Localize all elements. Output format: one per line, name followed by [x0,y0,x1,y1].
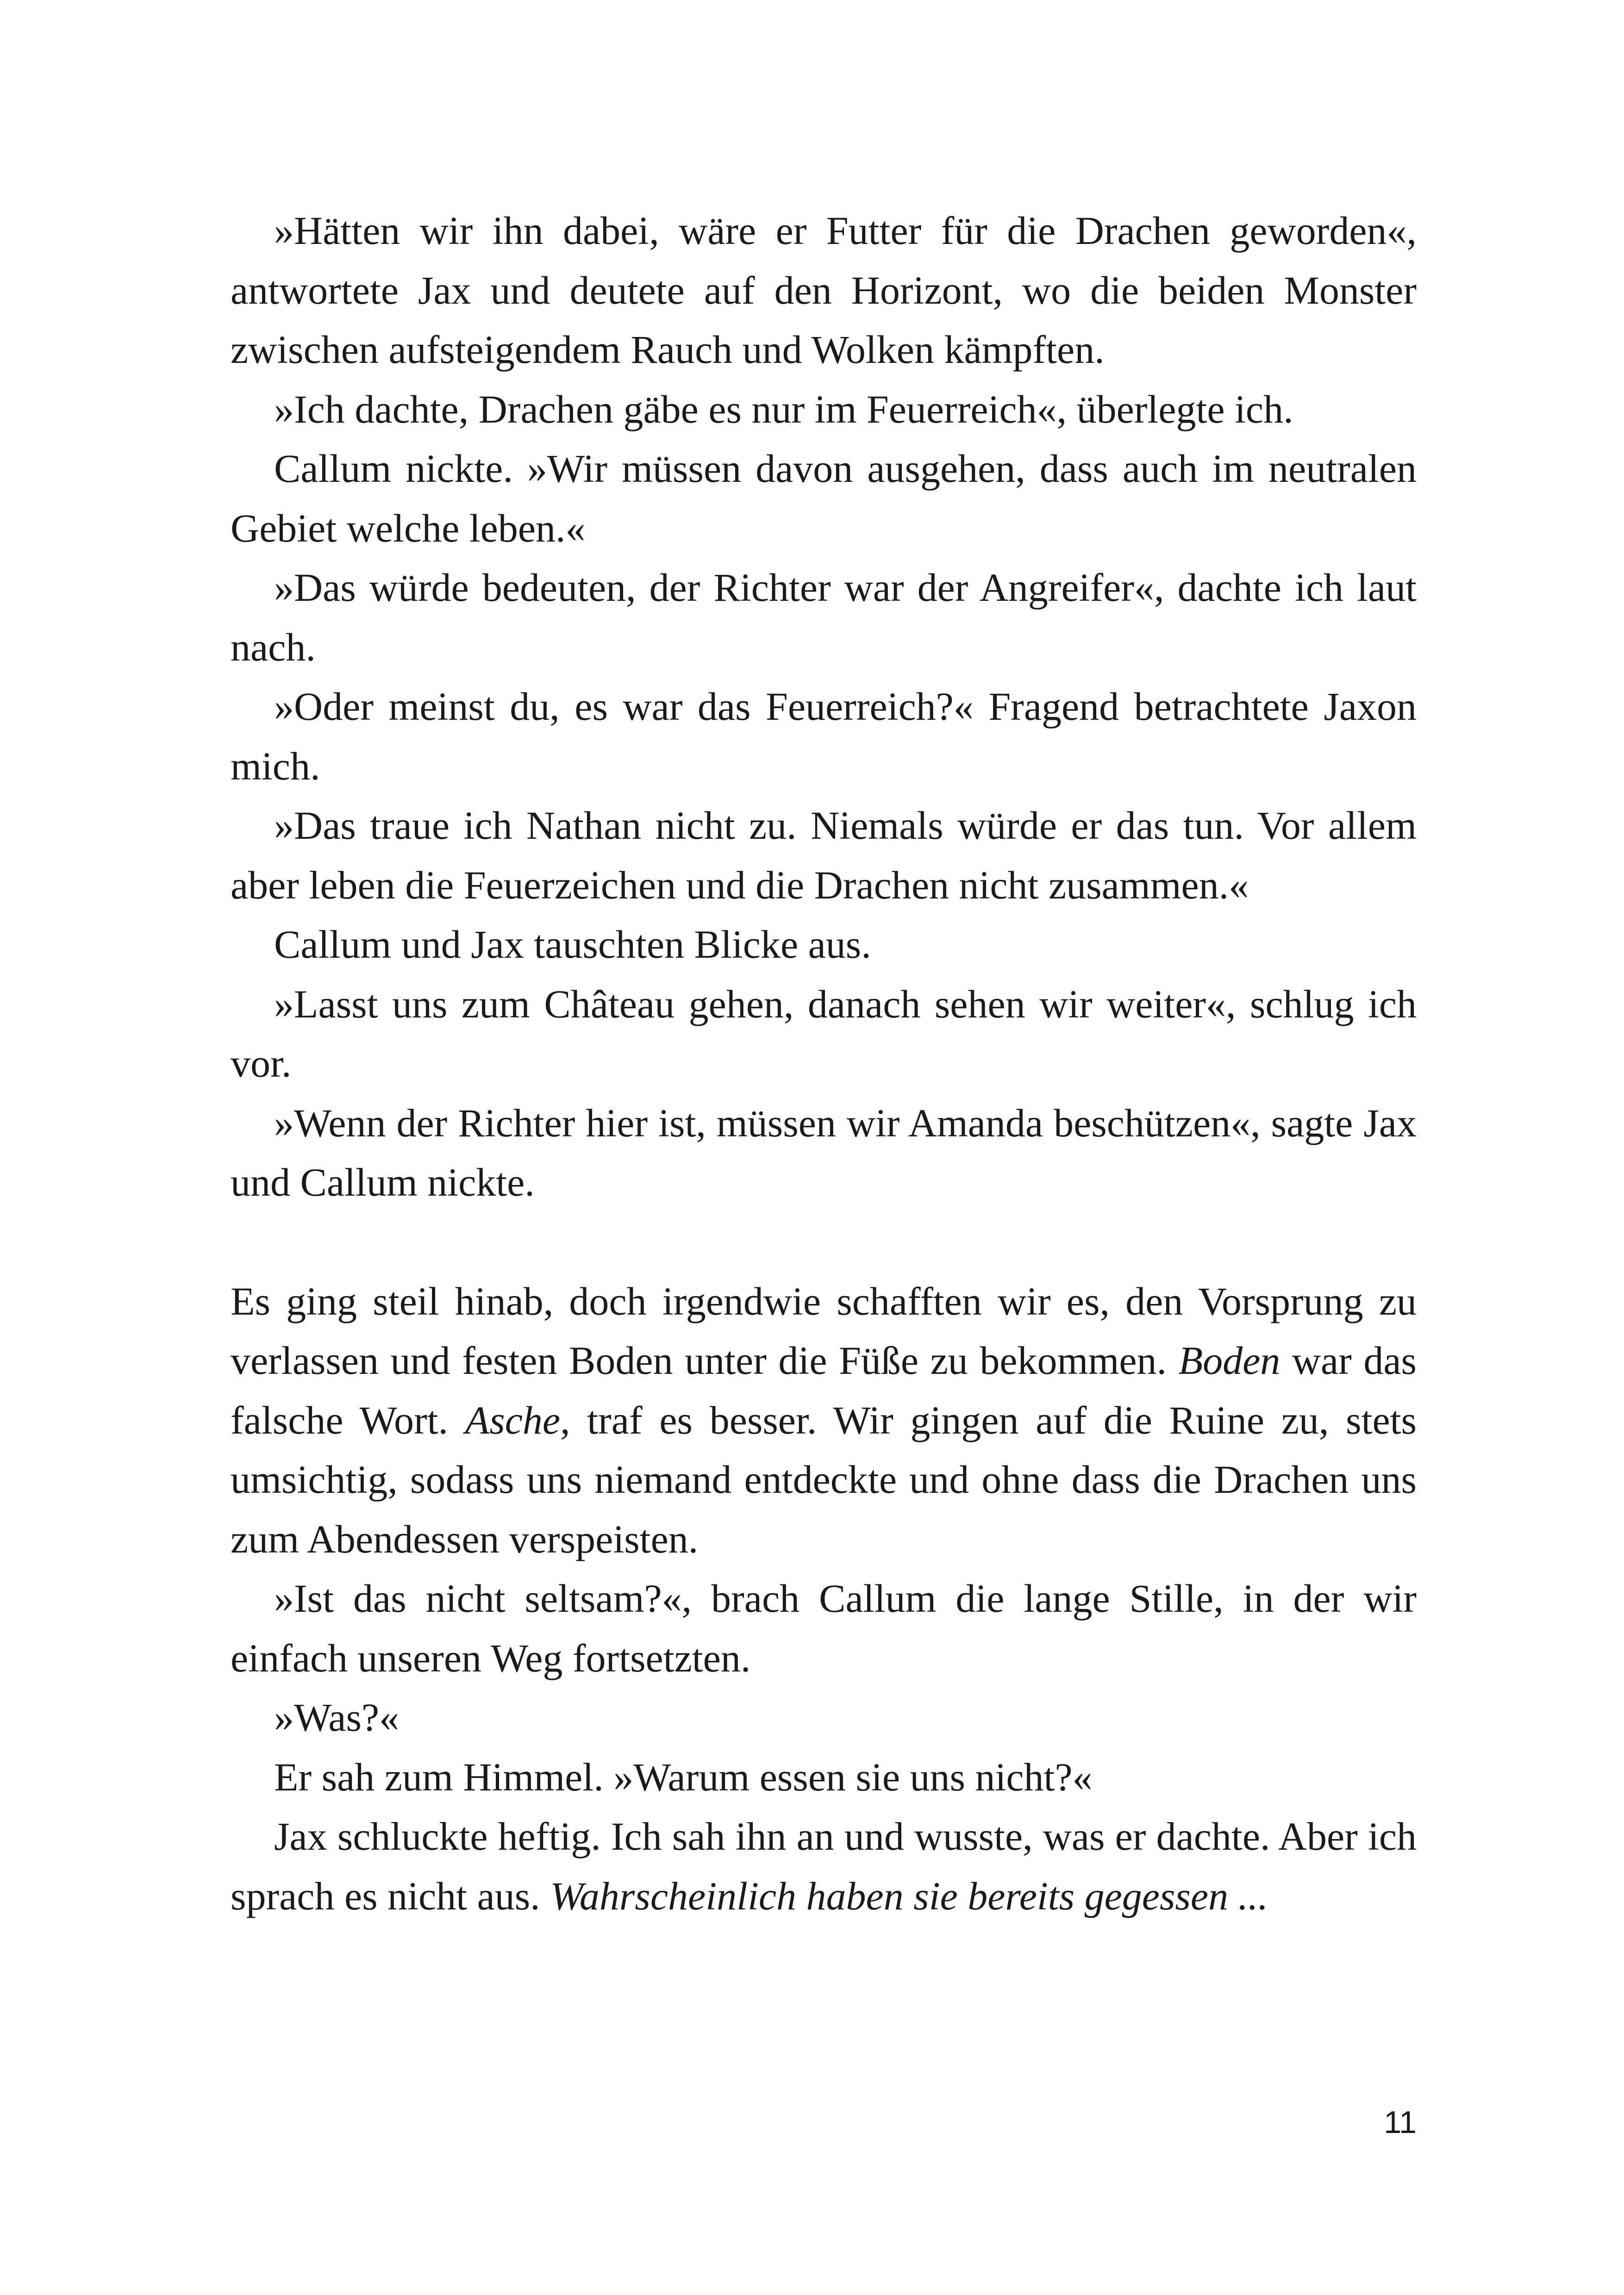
paragraph: Er sah zum Himmel. »Warum essen sie uns nicht?« [274,1754,1093,1799]
section-break [231,1212,1417,1272]
paragraph [231,1272,1417,1569]
page-number: 11 [1384,2105,1417,2140]
paragraph: »Lasst uns zum Château gehen, danach sehen wir weiter«, schlug ich vor. [231,981,1417,1085]
paragraph: »Oder meinst du, es war das Feuerreich?« Fragend betrachtete Jaxon mich. [231,684,1417,788]
paragraph: »Was?« [274,1695,400,1740]
italic-text: Boden [1178,1338,1280,1383]
text-run: Es ging steil hinab, doch irgendwie schafften wir es, den Vorsprung zu verlassen und festen Boden unter die Füße zu bekommen. [231,1278,1417,1383]
text-run: traf es besser. Wir gingen auf die Ruine zu, stets umsichtig, sodass uns niemand entdeckte und ohne dass die Drachen uns zum Abendessen verspeisten. [231,1397,1417,1561]
paragraph: »Das traue ich Nathan nicht zu. Niemals würde er das tun. Vor allem aber leben die Feuerzeichen und die Drachen nicht zusammen.« [231,803,1417,907]
text-run: Jax schluckte heftig. Ich sah ihn an und wusste, was er dachte. Aber ich sprach es nicht aus. [231,1814,1417,1918]
paragraph: »Ich dachte, Drachen gäbe es nur im Feuerreich«, überlegte ich. [274,387,1293,431]
italic-text: Wahrscheinlich haben sie bereits gegessen ... [550,1873,1268,1918]
paragraph [231,1807,1417,1926]
paragraph: Callum und Jax tauschten Blicke aus. [274,922,871,967]
italic-text: Asche, [465,1397,570,1442]
body-text [231,201,1417,1926]
paragraph: »Hätten wir ihn dabei, wäre er Futter für die Drachen geworden«, antwortete Jax und deutete auf den Horizont, wo die beiden Monster zwischen aufsteigendem Rauch und Wolken kämpften. [231,208,1417,372]
paragraph: »Das würde bedeuten, der Richter war der Angreifer«, dachte ich laut nach. [231,565,1417,669]
paragraph: Callum nickte. »Wir müssen davon ausgehen, dass auch im neutralen Gebiet welche leben.« [231,446,1417,550]
text-run: war das falsche Wort. [231,1338,1417,1442]
paragraph: »Ist das nicht seltsam?«, brach Callum die lange Stille, in der wir einfach unseren Weg fortsetzten. [231,1576,1417,1680]
paragraph: »Wenn der Richter hier ist, müssen wir Amanda beschützen«, sagte Jax und Callum nickte. [231,1100,1417,1204]
